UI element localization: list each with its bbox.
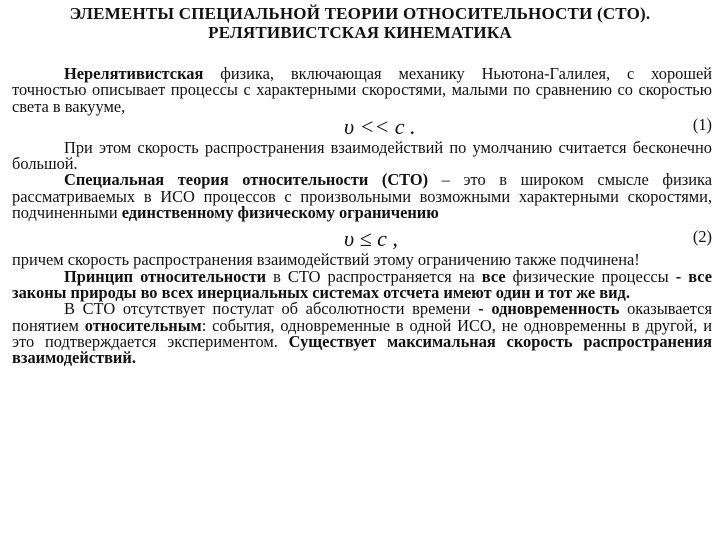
emphasis-all: все [481,266,506,286]
paragraph-text: физические процессы [505,266,676,286]
paragraph-relativity-principle [12,266,713,302]
paragraph-text: причем скорость распространения взаимодействий этому ограничению также подчинена! [12,250,640,270]
emphasis-max-speed: Существует максимальная скорость распространения взаимодействий. [12,331,712,368]
term-nonrelativistic: Нерелятивистская [64,64,204,83]
term-sto: Специальная теория относительности (СТО) [64,170,429,190]
paragraph-text: физика, включающая механику Ньютона-Галилея, с хорошей точностью описывает процессы с характерными скоростями, малыми по сравнению со скоростью света в вакууме, [12,64,712,116]
emphasis-simultaneity: - одновременность [478,299,620,319]
paragraph-simultaneity [12,301,712,366]
slide-body [12,66,712,366]
equation-2-number: (2) [692,227,712,247]
paragraph-sto-definition [12,172,712,221]
paragraph-text: При этом скорость распространения взаимодействий по умолчанию считается бесконечно большой. [12,137,712,174]
equation-1-expression: υ << c . [344,113,416,139]
paragraph-text: оказывается понятием [12,299,712,335]
emphasis-relative: относительным [84,315,202,335]
emphasis-laws-of-nature: - все законы природы во всех инерциальных системах отсчета имеют один и тот же вид. [12,266,713,302]
equation-2-expression: υ ≤ c , [344,226,398,252]
paragraph-text: – это в широком смысле физика рассматриваемых в ИСО процессов с произвольными возможными характерными скоростями, подчиненными [12,170,712,223]
equation-1 [12,113,712,140]
paragraph-nonrelativistic [12,66,712,115]
emphasis-single-limit: единственному физическому ограничению [121,203,439,223]
equation-1-number: (1) [692,114,712,134]
slide-title [0,4,720,42]
paragraph-text: : события, одновременные в одной ИСО, не одновременны в другой, и это подтверждается экспериментом. [12,315,712,351]
title-line-1: ЭЛЕМЕНТЫ СПЕЦИАЛЬНОЙ ТЕОРИИ ОТНОСИТЕЛЬНОСТИ (СТО). [69,4,651,23]
paragraph-interaction-speed [12,137,712,174]
equation-2 [12,228,712,252]
title-line-2: РЕЛЯТИВИСТСКАЯ КИНЕМАТИКА [208,23,512,42]
paragraph-text: В СТО отсутствует постулат об абсолютности времени [64,299,479,319]
paragraph-text: в СТО распространяется на [266,266,482,286]
term-relativity-principle: Принцип относительности [64,266,267,286]
